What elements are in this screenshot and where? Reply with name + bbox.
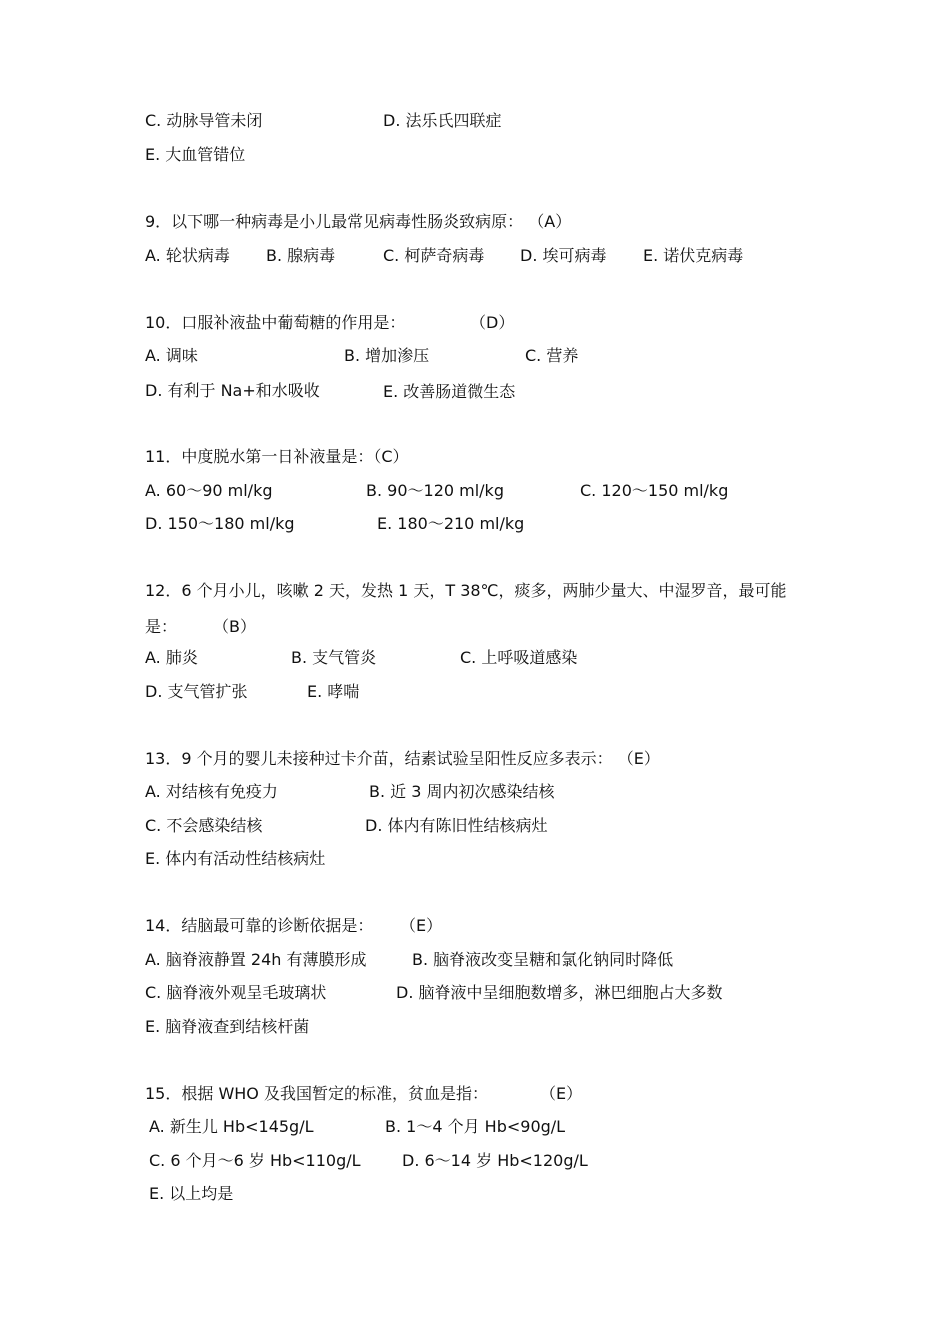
q8-option-e: E. 大血管错位	[145, 145, 246, 164]
q13-option-b: B. 近 3 周内初次感染结核	[369, 782, 555, 801]
q14-option-e: E. 脑脊液查到结核杆菌	[145, 1017, 310, 1036]
q13-option-e: E. 体内有活动性结核病灶	[145, 849, 326, 868]
q11-stem: 11．中度脱水第一日补液量是：（C）	[145, 447, 409, 466]
q9-option-c: C. 柯萨奇病毒	[383, 246, 485, 265]
q12-stem-line2: 是：	[145, 617, 178, 636]
q14-answer: （E）	[400, 916, 443, 935]
q15-option-e: E. 以上均是	[149, 1184, 234, 1203]
q11-option-a: A. 60～90 ml/kg	[145, 481, 273, 500]
q9-option-e: E. 诺伏克病毒	[643, 246, 744, 265]
q9-option-b: B. 腺病毒	[266, 246, 336, 265]
q12-option-b: B. 支气管炎	[291, 648, 377, 667]
q10-option-a: A. 调味	[145, 346, 198, 365]
q10-option-b: B. 增加渗压	[344, 346, 430, 365]
q10-option-c: C. 营养	[525, 346, 579, 365]
q11-option-d: D. 150～180 ml/kg	[145, 514, 295, 533]
q11-option-c: C. 120～150 ml/kg	[580, 481, 729, 500]
q15-option-a: A. 新生儿 Hb<145g/L	[149, 1117, 314, 1136]
q10-option-e: E. 改善肠道微生态	[383, 382, 516, 401]
q14-option-d: D. 脑脊液中呈细胞数增多，淋巴细胞占大多数	[396, 983, 723, 1002]
q15-option-b: B. 1～4 个月 Hb<90g/L	[385, 1117, 566, 1136]
q13-option-d: D. 体内有陈旧性结核病灶	[365, 816, 548, 835]
q15-option-c: C. 6 个月～6 岁 Hb<110g/L	[149, 1151, 361, 1170]
q9-option-d: D. 埃可病毒	[520, 246, 607, 265]
q13-option-c: C. 不会感染结核	[145, 816, 263, 835]
q11-option-b: B. 90～120 ml/kg	[366, 481, 504, 500]
q9-option-a: A. 轮状病毒	[145, 246, 230, 265]
q13-stem: 13．9 个月的婴儿未接种过卡介苗，结素试验呈阳性反应多表示： （E）	[145, 749, 660, 768]
q8-option-d: D. 法乐氏四联症	[383, 111, 502, 130]
q10-stem: 10．口服补液盐中葡萄糖的作用是：	[145, 313, 406, 332]
q12-option-c: C. 上呼吸道感染	[460, 648, 578, 667]
q10-option-d: D. 有利于 Na+和水吸收	[145, 381, 320, 400]
q15-answer: （E）	[540, 1084, 583, 1103]
q12-stem-line1: 12．6 个月小儿，咳嗽 2 天，发热 1 天，T 38℃，痰多，两肺少量大、中湿罗音，最可能	[145, 581, 787, 600]
q15-stem: 15．根据 WHO 及我国暂定的标准，贫血是指：	[145, 1084, 488, 1103]
q12-option-e: E. 哮喘	[307, 682, 360, 701]
q12-answer: （B）	[213, 617, 256, 636]
q12-option-a: A. 肺炎	[145, 648, 198, 667]
q14-option-a: A. 脑脊液静置 24h 有薄膜形成	[145, 950, 367, 969]
q12-option-d: D. 支气管扩张	[145, 682, 248, 701]
q9-stem: 9．以下哪一种病毒是小儿最常见病毒性肠炎致病原： （A）	[145, 212, 572, 231]
q13-option-a: A. 对结核有免疫力	[145, 782, 278, 801]
q15-option-d: D. 6～14 岁 Hb<120g/L	[402, 1151, 588, 1170]
q14-stem: 14．结脑最可靠的诊断依据是：	[145, 916, 374, 935]
q8-option-c: C. 动脉导管未闭	[145, 111, 263, 130]
q10-answer: （D）	[470, 313, 515, 332]
q14-option-b: B. 脑脊液改变呈糖和氯化钠同时降低	[412, 950, 674, 969]
q14-option-c: C. 脑脊液外观呈毛玻璃状	[145, 983, 327, 1002]
q11-option-e: E. 180～210 ml/kg	[377, 514, 525, 533]
